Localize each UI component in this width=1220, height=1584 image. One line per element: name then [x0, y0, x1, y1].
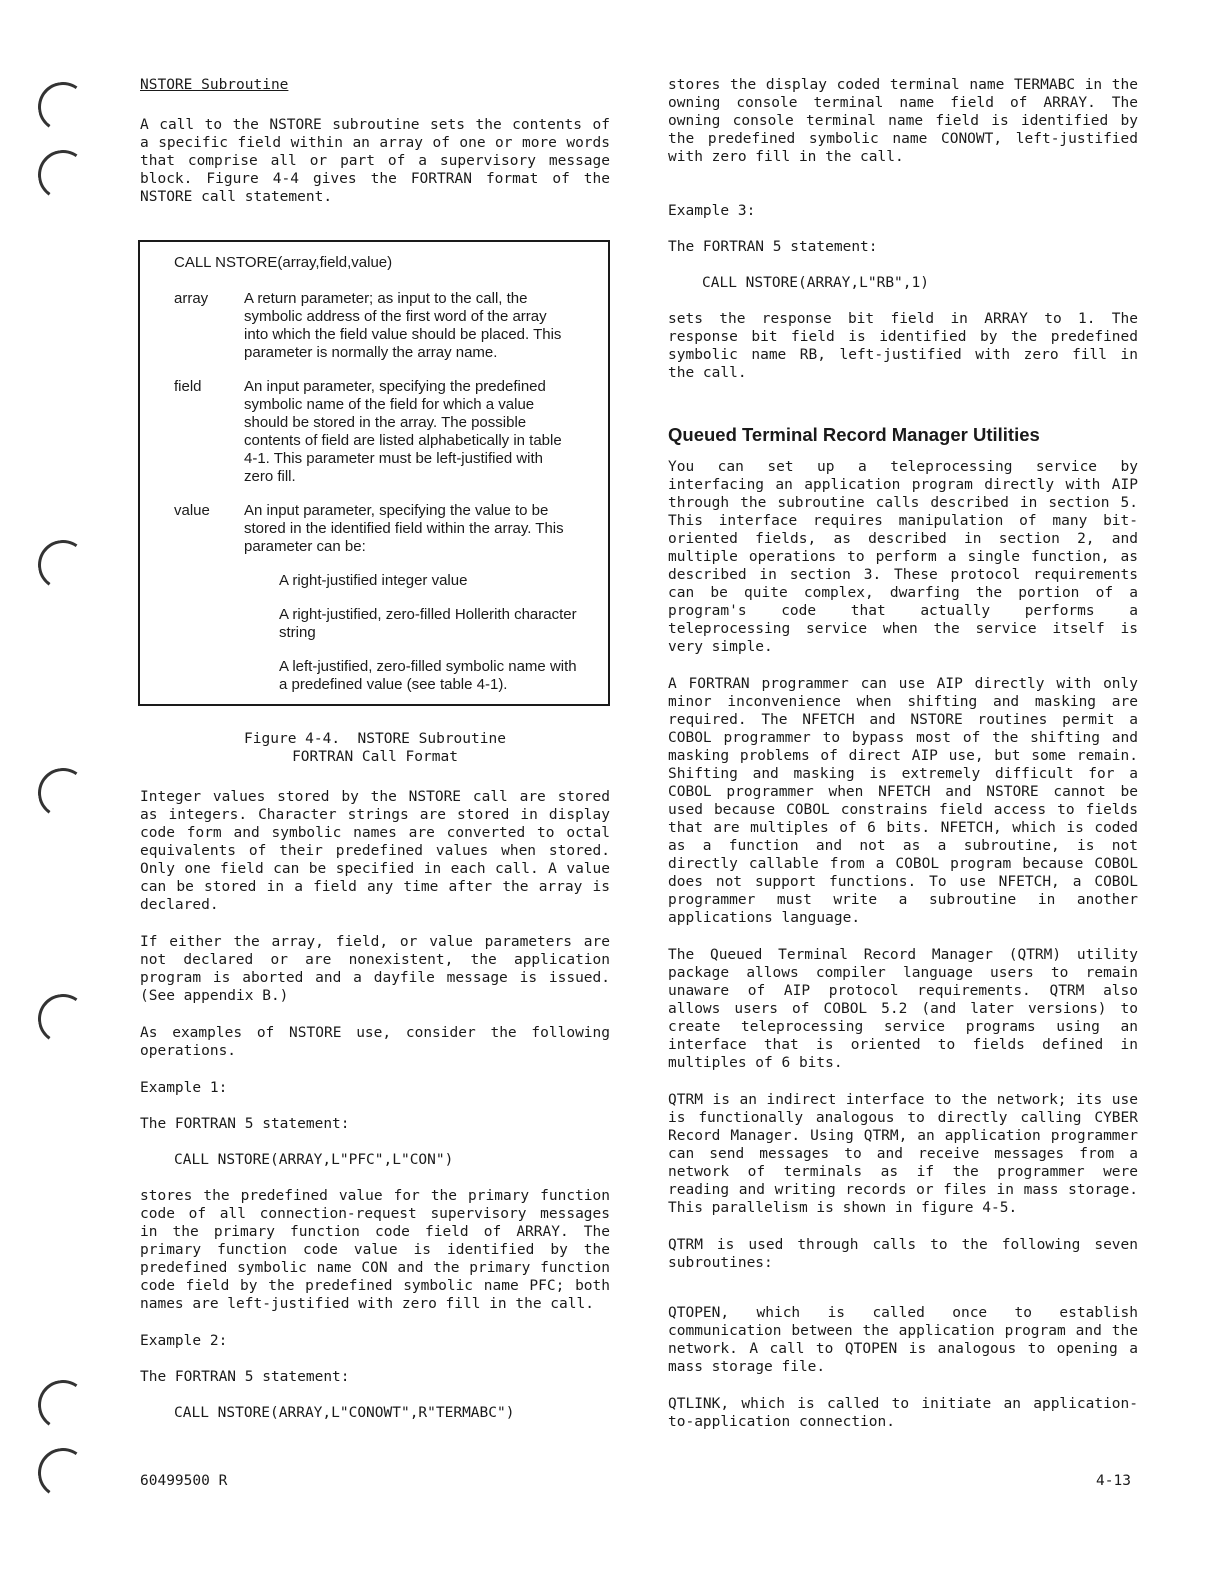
paragraph: If either the array, field, or value parameters are not declared or are nonexistent, the application program is aborted and a dayfile message is issued. (See appendix B.)	[140, 934, 610, 1004]
paragraph: stores the predefined value for the primary function code of all connection-request supervisory messages in the primary function code field of ARRAY. The primary function code value is identified by the predefined symbolic name CON and the primary function code field by the predefined symbolic name PFC; both names are left-justified with zero fill in the call.	[140, 1188, 610, 1312]
param-desc-text: An input parameter, specifying the value to be stored in the identified field within the array. This parameter can be:	[244, 502, 564, 555]
paragraph: Integer values stored by the NSTORE call are stored as integers. Character strings are stored in display code form and symbolic names are converted to octal equivalents of their predefined values when stored. Only one field can be specified in each call. A value can be stored in a field any time after the array is declared.	[140, 789, 610, 913]
figure-call-syntax: CALL NSTORE(array,field,value)	[174, 254, 393, 271]
paragraph: You can set up a teleprocessing service by interfacing an application program directly with AIP through the subroutine calls described in section 5. This interface requires manipulation of many bit-oriented fields, as described in section 2, and multiple operations to perform a single function, as described in section 3. These protocol requirements can be quite complex, dwarfing the portion of a program's code that actually performs a teleprocessing service when the service itself is very simple.	[668, 459, 1138, 655]
binder-hole-mark	[34, 1376, 92, 1434]
code-statement: CALL NSTORE(ARRAY,L"PFC",L"CON")	[174, 1152, 454, 1168]
example-intro: The FORTRAN 5 statement:	[140, 1116, 350, 1132]
paragraph: QTRM is used through calls to the following seven subroutines:	[668, 1237, 1138, 1271]
paragraph: As examples of NSTORE use, consider the following operations.	[140, 1025, 610, 1059]
code-statement: CALL NSTORE(ARRAY,L"RB",1)	[702, 275, 929, 291]
intro-paragraph: A call to the NSTORE subroutine sets the contents of a specific field within an array of one or more words that comprise all or part of a supervisory message block. Figure 4-4 gives the FORTRAN format of the NSTORE call statement.	[140, 117, 610, 205]
param-array	[174, 290, 608, 362]
paragraph: sets the response bit field in ARRAY to 1. The response bit field is identified by the predefined symbolic name RB, left-justified with zero fill in the call.	[668, 311, 1138, 381]
paragraph: QTRM is an indirect interface to the network; its use is functionally analogous to directly calling CYBER Record Manager. Using QTRM, an application programmer can send messages to and receive messages from a network of terminals as if the programmer were reading and writing records or files in mass storage. This parallelism is shown in figure 4-5.	[668, 1092, 1138, 1216]
code-statement: CALL NSTORE(ARRAY,L"CONOWT",R"TERMABC")	[174, 1405, 515, 1421]
section-heading-qtrm: Queued Terminal Record Manager Utilities	[668, 424, 1040, 445]
param-desc	[244, 502, 577, 694]
example-intro: The FORTRAN 5 statement:	[140, 1369, 350, 1385]
param-name: array	[174, 290, 209, 307]
binder-hole-mark	[34, 78, 92, 136]
example-intro: The FORTRAN 5 statement:	[668, 239, 878, 255]
binder-hole-mark	[34, 146, 92, 204]
param-field	[174, 378, 608, 486]
binder-hole-mark	[34, 536, 92, 594]
value-option: A right-justified, zero-filled Hollerith character string	[279, 606, 577, 641]
param-name: value	[174, 502, 210, 519]
param-value	[174, 502, 608, 694]
binder-hole-mark	[34, 990, 92, 1048]
section-heading-nstore: NSTORE Subroutine	[140, 77, 289, 93]
right-column	[668, 76, 1138, 1450]
value-option: A left-justified, zero-filled symbolic name with a predefined value (see table 4-1).	[279, 658, 577, 693]
paragraph: A FORTRAN programmer can use AIP directly with only minor inconvenience when shifting and masking are required. The NFETCH and NSTORE routines permit a COBOL programmer to bypass most of the shifting and masking problems of direct AIP use, but some remain. Shifting and masking is extremely difficult for a COBOL programmer when NFETCH and NSTORE cannot be used because COBOL constrains field access to fields that are multiples of 6 bits. NFETCH, which is coded as a function and not as a subroutine, is not directly callable from a COBOL program because COBOL does not support functions. To use NFETCH, a COBOL programmer must write a subroutine in another applications language.	[668, 676, 1138, 926]
param-desc: A return parameter; as input to the call, the symbolic address of the first word of the array into which the field value should be placed. This parameter is normally the array name.	[244, 290, 562, 361]
figure-box	[138, 240, 610, 706]
param-name: field	[174, 378, 202, 395]
figure-caption	[140, 730, 610, 766]
footer-page-number: 4-13	[1096, 1473, 1131, 1489]
example-label: Example 2:	[140, 1333, 228, 1349]
paragraph: The Queued Terminal Record Manager (QTRM) utility package allows compiler language users to remain unaware of AIP protocol requirements. QTRM also allows users of COBOL 5.2 (and later versions) to create teleprocessing service programs using an interface that is oriented to fields defined in multiples of 6 bits.	[668, 947, 1138, 1071]
paragraph: stores the display coded terminal name TERMABC in the owning console terminal name field of ARRAY. The owning console terminal name field is identified by the predefined symbolic name CONOWT, left-justified with zero fill in the call.	[668, 77, 1138, 165]
binder-hole-mark	[34, 764, 92, 822]
left-column	[140, 76, 610, 1440]
binder-hole-mark	[34, 1444, 92, 1502]
value-option: A right-justified integer value	[279, 572, 468, 589]
example-label: Example 1:	[140, 1080, 228, 1096]
example-label: Example 3:	[668, 203, 756, 219]
param-desc: An input parameter, specifying the predefined symbolic name of the field for which a value should be stored in the array. The possible contents of field are listed alphabetically in table 4-1. This parameter must be left-justified with zero fill.	[244, 378, 562, 485]
list-item: QTLINK, which is called to initiate an application-to-application connection.	[668, 1396, 1138, 1430]
figure-caption-line: Figure 4-4. NSTORE Subroutine	[244, 731, 506, 747]
list-item: QTOPEN, which is called once to establish communication between the application program and the network. A call to QTOPEN is analogous to opening a mass storage file.	[668, 1305, 1138, 1375]
figure-caption-line: FORTRAN Call Format	[292, 749, 458, 765]
footer-doc-number: 60499500 R	[140, 1473, 228, 1489]
